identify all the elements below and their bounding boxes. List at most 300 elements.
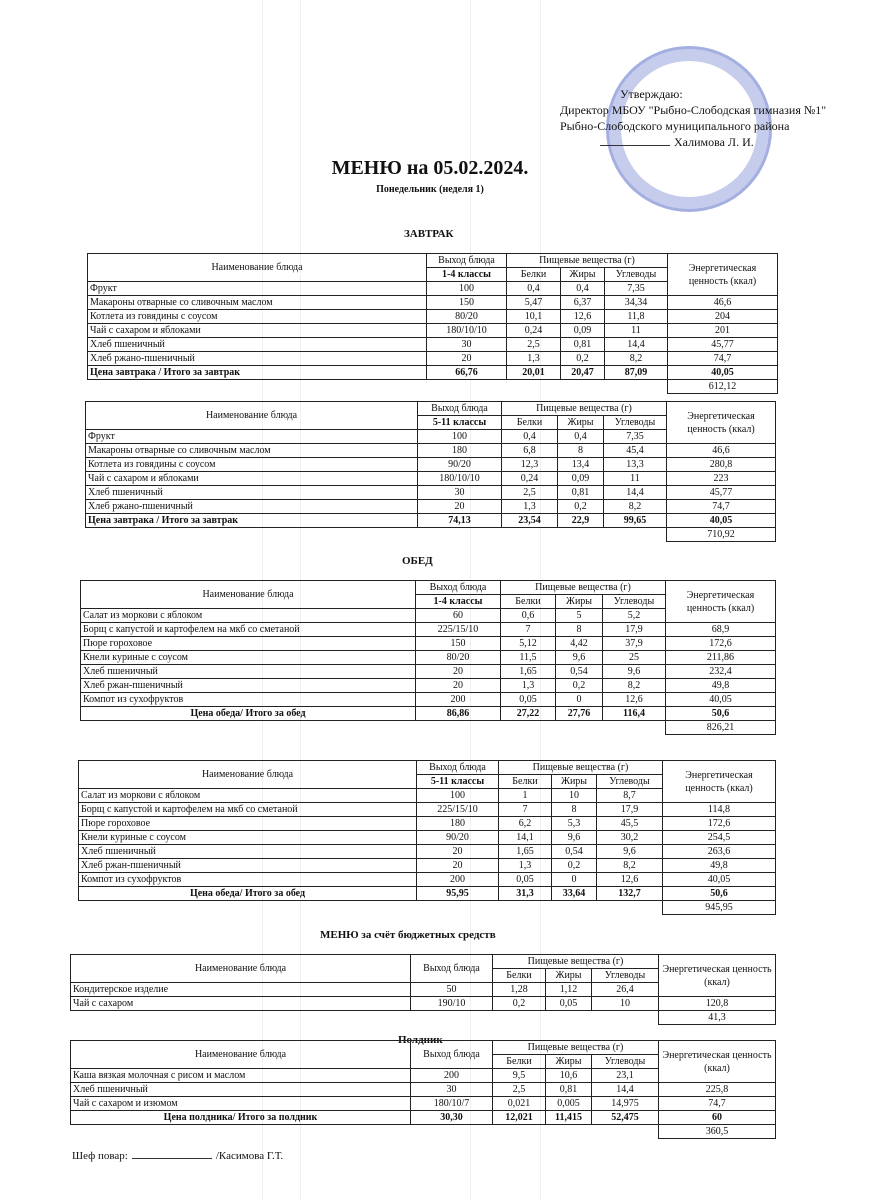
header-carbs: Углеводы xyxy=(592,969,659,983)
dish-energy: 68,9 xyxy=(666,623,776,637)
header-output: Выход блюда xyxy=(411,955,493,983)
total-fats: 11,415 xyxy=(546,1111,592,1125)
header-output: Выход блюда xyxy=(427,254,507,268)
dish-carbs: 8,2 xyxy=(605,352,668,366)
table-energy-total-row xyxy=(81,721,776,735)
dish-energy: 49,8 xyxy=(666,679,776,693)
table-row xyxy=(81,637,776,651)
total-proteins: 12,021 xyxy=(493,1111,546,1125)
dish-energy: 254,5 xyxy=(663,831,776,845)
dish-name: Хлеб ржано-пшеничный xyxy=(88,352,427,366)
header-group: 1-4 классы xyxy=(427,268,507,282)
dish-energy: 114,8 xyxy=(663,803,776,817)
dish-name: Хлеб ржан-пшеничный xyxy=(81,679,416,693)
dish-output: 30 xyxy=(427,338,507,352)
total-energy: 710,92 xyxy=(667,528,776,542)
dish-carbs: 8,7 xyxy=(597,789,663,803)
header-energy: Энергетическая ценность (ккал) xyxy=(659,955,776,997)
dish-energy: 280,8 xyxy=(667,458,776,472)
header-output: Выход блюда xyxy=(411,1041,493,1069)
signature xyxy=(132,1158,212,1159)
dish-name: Борщ с капустой и картофелем на мкб со сметаной xyxy=(81,623,416,637)
dish-energy: 40,05 xyxy=(667,514,776,528)
lunch-table-1-4 xyxy=(80,580,776,735)
dish-output: 20 xyxy=(417,845,499,859)
dish-carbs: 8,2 xyxy=(597,859,663,873)
table-energy-total-row xyxy=(88,380,778,394)
dish-energy: 60 xyxy=(659,1111,776,1125)
header-fats: Жиры xyxy=(561,268,605,282)
dish-carbs: 26,4 xyxy=(592,983,659,997)
table-row xyxy=(88,352,778,366)
total-label: Цена обеда/ Итого за обед xyxy=(81,707,416,721)
header-name: Наименование блюда xyxy=(79,761,417,789)
table-row xyxy=(79,831,776,845)
total-carbs: 132,7 xyxy=(597,887,663,901)
dish-energy: 204 xyxy=(668,310,778,324)
total-label: Цена завтрака / Итого за завтрак xyxy=(88,366,427,380)
dish-output: 100 xyxy=(427,282,507,296)
total-fats: 33,64 xyxy=(552,887,597,901)
dish-proteins: 6,8 xyxy=(502,444,558,458)
dish-name: Фрукт xyxy=(86,430,418,444)
dish-name: Хлеб пшеничный xyxy=(86,486,418,500)
dish-name: Макароны отварные со сливочным маслом xyxy=(86,444,418,458)
table-total-row xyxy=(88,366,778,380)
dish-output: 80/20 xyxy=(416,651,501,665)
lunch-table-5-11 xyxy=(78,760,776,915)
header-nutrients: Пищевые вещества (г) xyxy=(502,402,667,416)
chef-label: Шеф повар: xyxy=(72,1150,128,1162)
table-energy-total-row xyxy=(71,1011,776,1025)
dish-output: 150 xyxy=(427,296,507,310)
dish-energy: 40,05 xyxy=(666,693,776,707)
section-snack: Полдник xyxy=(398,1034,443,1046)
dish-name: Хлеб пшеничный xyxy=(81,665,416,679)
dish-proteins: 2,5 xyxy=(502,486,558,500)
total-price: 74,13 xyxy=(418,514,502,528)
total-carbs: 116,4 xyxy=(603,707,666,721)
header-fats: Жиры xyxy=(546,969,592,983)
dish-proteins: 2,5 xyxy=(507,338,561,352)
dish-energy: 223 xyxy=(667,472,776,486)
chef-signature-block xyxy=(72,1150,283,1162)
dish-name: Макароны отварные со сливочным маслом xyxy=(88,296,427,310)
table-row xyxy=(79,817,776,831)
table-row xyxy=(88,338,778,352)
table-row xyxy=(86,458,776,472)
dish-output: 20 xyxy=(418,500,502,514)
dish-carbs: 45,4 xyxy=(604,444,667,458)
total-proteins: 23,54 xyxy=(502,514,558,528)
header-nutrients: Пищевые вещества (г) xyxy=(499,761,663,775)
table-row xyxy=(81,679,776,693)
table-row xyxy=(88,324,778,338)
header-carbs: Углеводы xyxy=(597,775,663,789)
dish-carbs: 17,9 xyxy=(603,623,666,637)
header-proteins: Белки xyxy=(501,595,556,609)
header-nutrients: Пищевые вещества (г) xyxy=(507,254,668,268)
dish-fats: 0,2 xyxy=(556,679,603,693)
total-proteins: 20,01 xyxy=(507,366,561,380)
dish-proteins: 0,24 xyxy=(502,472,558,486)
dish-output: 180/10/7 xyxy=(411,1097,493,1111)
dish-name: Кондитерское изделие xyxy=(71,983,411,997)
dish-proteins: 7 xyxy=(501,623,556,637)
dish-output: 150 xyxy=(416,637,501,651)
dish-carbs: 7,35 xyxy=(605,282,668,296)
table-row xyxy=(86,486,776,500)
table-row xyxy=(88,310,778,324)
dish-output: 90/20 xyxy=(418,458,502,472)
dish-fats: 0,09 xyxy=(558,472,604,486)
table-row xyxy=(79,803,776,817)
dish-name: Хлеб пшеничный xyxy=(71,1083,411,1097)
dish-energy: 232,4 xyxy=(666,665,776,679)
dish-proteins: 0,6 xyxy=(501,609,556,623)
table-header-row xyxy=(71,1041,776,1055)
table-header-row xyxy=(86,402,776,416)
dish-name: Кнели куриные с соусом xyxy=(81,651,416,665)
dish-output: 30 xyxy=(418,486,502,500)
dish-output: 20 xyxy=(427,352,507,366)
total-label: Цена обеда/ Итого за обед xyxy=(79,887,417,901)
dish-fats: 0,4 xyxy=(561,282,605,296)
dish-output: 180 xyxy=(417,817,499,831)
table-row xyxy=(86,472,776,486)
dish-name: Каша вязкая молочная с рисом и маслом xyxy=(71,1069,411,1083)
header-output: Выход блюда xyxy=(418,402,502,416)
dish-name: Чай с сахаром и яблоками xyxy=(88,324,427,338)
header-group: 5-11 классы xyxy=(418,416,502,430)
dish-fats: 4,42 xyxy=(556,637,603,651)
total-fats: 22,9 xyxy=(558,514,604,528)
table-energy-total-row xyxy=(71,1125,776,1139)
dish-fats: 0,005 xyxy=(546,1097,592,1111)
total-energy: 945,95 xyxy=(663,901,776,915)
dish-carbs: 23,1 xyxy=(592,1069,659,1083)
dish-name: Хлеб пшеничный xyxy=(88,338,427,352)
dish-carbs: 13,3 xyxy=(604,458,667,472)
dish-energy: 120,8 xyxy=(659,997,776,1011)
approval-district: Рыбно-Слободского муниципального района xyxy=(560,119,790,133)
table-row xyxy=(79,859,776,873)
dish-name: Компот из сухофруктов xyxy=(79,873,417,887)
header-proteins: Белки xyxy=(507,268,561,282)
dish-fats: 5 xyxy=(556,609,603,623)
dish-fats: 0,09 xyxy=(561,324,605,338)
header-nutrients: Пищевые вещества (г) xyxy=(501,581,666,595)
chef-name: /Касимова Г.Т. xyxy=(215,1150,284,1162)
dish-fats: 0 xyxy=(552,873,597,887)
dish-fats: 8 xyxy=(552,803,597,817)
dish-name: Чай с сахаром и изюмом xyxy=(71,1097,411,1111)
dish-output: 180/10/10 xyxy=(427,324,507,338)
header-carbs: Углеводы xyxy=(605,268,668,282)
signature xyxy=(600,145,670,146)
total-energy: 612,12 xyxy=(668,380,778,394)
breakfast-table-1-4 xyxy=(87,253,778,394)
dish-energy: 45,77 xyxy=(667,486,776,500)
dish-output: 200 xyxy=(411,1069,493,1083)
dish-proteins: 10,1 xyxy=(507,310,561,324)
dish-proteins: 0,4 xyxy=(502,430,558,444)
header-name: Наименование блюда xyxy=(71,955,411,983)
dish-proteins: 5,47 xyxy=(507,296,561,310)
total-price: 95,95 xyxy=(417,887,499,901)
dish-proteins: 0,2 xyxy=(493,997,546,1011)
dish-energy: 225,8 xyxy=(659,1083,776,1097)
dish-carbs: 8,2 xyxy=(604,500,667,514)
section-budget: МЕНЮ за счёт бюджетных средств xyxy=(320,929,496,941)
header-energy: Энергетическая ценность (ккал) xyxy=(668,254,778,296)
table-row xyxy=(81,693,776,707)
header-nutrients: Пищевые вещества (г) xyxy=(493,1041,659,1055)
header-energy: Энергетическая ценность (ккал) xyxy=(667,402,776,444)
table-header-row xyxy=(88,254,778,268)
dish-proteins: 1,65 xyxy=(501,665,556,679)
dish-name: Хлеб пшеничный xyxy=(79,845,417,859)
dish-output: 200 xyxy=(416,693,501,707)
dish-fats: 10,6 xyxy=(546,1069,592,1083)
dish-proteins: 9,5 xyxy=(493,1069,546,1083)
table-total-row xyxy=(81,707,776,721)
header-proteins: Белки xyxy=(499,775,552,789)
total-proteins: 31,3 xyxy=(499,887,552,901)
dish-fats: 0,81 xyxy=(561,338,605,352)
dish-output: 50 xyxy=(411,983,493,997)
dish-proteins: 1,3 xyxy=(502,500,558,514)
dish-name: Чай с сахаром и яблоками xyxy=(86,472,418,486)
dish-name: Кнели куриные с соусом xyxy=(79,831,417,845)
dish-output: 200 xyxy=(417,873,499,887)
dish-energy: 263,6 xyxy=(663,845,776,859)
header-group: 5-11 классы xyxy=(417,775,499,789)
dish-carbs: 7,35 xyxy=(604,430,667,444)
dish-energy: 201 xyxy=(668,324,778,338)
dish-fats: 12,6 xyxy=(561,310,605,324)
total-fats: 20,47 xyxy=(561,366,605,380)
dish-output: 90/20 xyxy=(417,831,499,845)
total-price: 30,30 xyxy=(411,1111,493,1125)
dish-fats: 0,2 xyxy=(558,500,604,514)
header-energy: Энергетическая ценность (ккал) xyxy=(666,581,776,623)
dish-carbs: 14,4 xyxy=(605,338,668,352)
header-output: Выход блюда xyxy=(417,761,499,775)
header-name: Наименование блюда xyxy=(81,581,416,609)
dish-proteins: 1,3 xyxy=(501,679,556,693)
dish-fats: 0,81 xyxy=(558,486,604,500)
header-name: Наименование блюда xyxy=(88,254,427,282)
dish-carbs: 9,6 xyxy=(597,845,663,859)
dish-name: Пюре гороховое xyxy=(79,817,417,831)
header-fats: Жиры xyxy=(556,595,603,609)
table-row xyxy=(79,845,776,859)
dish-carbs: 12,6 xyxy=(603,693,666,707)
total-price: 66,76 xyxy=(427,366,507,380)
dish-output: 100 xyxy=(417,789,499,803)
dish-carbs: 25 xyxy=(603,651,666,665)
dish-carbs: 9,6 xyxy=(603,665,666,679)
dish-name: Хлеб ржан-пшеничный xyxy=(79,859,417,873)
dish-carbs: 11,8 xyxy=(605,310,668,324)
dish-proteins: 0,24 xyxy=(507,324,561,338)
dish-output: 180 xyxy=(418,444,502,458)
dish-name: Котлета из говядины с соусом xyxy=(86,458,418,472)
dish-output: 100 xyxy=(418,430,502,444)
table-row xyxy=(81,651,776,665)
header-energy: Энергетическая ценность (ккал) xyxy=(659,1041,776,1083)
dish-proteins: 1,3 xyxy=(499,859,552,873)
header-output: Выход блюда xyxy=(416,581,501,595)
section-lunch: ОБЕД xyxy=(402,555,433,567)
dish-proteins: 14,1 xyxy=(499,831,552,845)
table-header-row xyxy=(81,581,776,595)
dish-fats: 6,37 xyxy=(561,296,605,310)
dish-output: 225/15/10 xyxy=(416,623,501,637)
dish-fats: 8 xyxy=(558,444,604,458)
header-proteins: Белки xyxy=(502,416,558,430)
table-total-row xyxy=(86,514,776,528)
section-breakfast: ЗАВТРАК xyxy=(404,228,454,240)
table-row xyxy=(86,444,776,458)
dish-fats: 13,4 xyxy=(558,458,604,472)
approval-signature-line xyxy=(560,134,850,150)
dish-fats: 5,3 xyxy=(552,817,597,831)
header-name: Наименование блюда xyxy=(71,1041,411,1069)
dish-output: 180/10/10 xyxy=(418,472,502,486)
dish-name: Хлеб ржано-пшеничный xyxy=(86,500,418,514)
table-row xyxy=(71,1083,776,1097)
table-energy-total-row xyxy=(79,901,776,915)
dish-fats: 0,2 xyxy=(561,352,605,366)
director-name: Халимова Л. И. xyxy=(674,135,754,149)
dish-proteins: 12,3 xyxy=(502,458,558,472)
dish-proteins: 0,4 xyxy=(507,282,561,296)
header-carbs: Углеводы xyxy=(604,416,667,430)
dish-proteins: 0,05 xyxy=(501,693,556,707)
table-row xyxy=(79,873,776,887)
approval-heading: Утверждаю: xyxy=(620,87,683,101)
total-energy: 826,21 xyxy=(666,721,776,735)
dish-energy: 50,6 xyxy=(663,887,776,901)
dish-output: 190/10 xyxy=(411,997,493,1011)
budget-table xyxy=(70,954,776,1025)
dish-energy: 50,6 xyxy=(666,707,776,721)
dish-output: 30 xyxy=(411,1083,493,1097)
dish-fats: 0,4 xyxy=(558,430,604,444)
dish-proteins: 7 xyxy=(499,803,552,817)
table-row xyxy=(81,665,776,679)
approval-position: Директор МБОУ "Рыбно-Слободская гимназия №1" xyxy=(560,103,827,117)
dish-proteins: 5,12 xyxy=(501,637,556,651)
dish-energy: 45,77 xyxy=(668,338,778,352)
dish-energy: 40,05 xyxy=(663,873,776,887)
header-energy: Энергетическая ценность (ккал) xyxy=(663,761,776,803)
header-carbs: Углеводы xyxy=(603,595,666,609)
dish-fats: 0,54 xyxy=(556,665,603,679)
table-energy-total-row xyxy=(86,528,776,542)
page-title: МЕНЮ на 05.02.2024. xyxy=(331,157,529,179)
dish-name: Компот из сухофруктов xyxy=(81,693,416,707)
dish-carbs: 8,2 xyxy=(603,679,666,693)
dish-carbs: 34,34 xyxy=(605,296,668,310)
dish-output: 225/15/10 xyxy=(417,803,499,817)
dish-carbs: 14,975 xyxy=(592,1097,659,1111)
dish-proteins: 2,5 xyxy=(493,1083,546,1097)
dish-energy: 74,7 xyxy=(667,500,776,514)
dish-proteins: 11,5 xyxy=(501,651,556,665)
dish-proteins: 0,05 xyxy=(499,873,552,887)
table-header-row xyxy=(79,761,776,775)
dish-carbs: 12,6 xyxy=(597,873,663,887)
dish-name: Салат из моркови с яблоком xyxy=(79,789,417,803)
dish-carbs: 14,4 xyxy=(592,1083,659,1097)
total-price: 86,86 xyxy=(416,707,501,721)
table-header-row xyxy=(71,955,776,969)
dish-fats: 0,05 xyxy=(546,997,592,1011)
dish-carbs: 45,5 xyxy=(597,817,663,831)
header-fats: Жиры xyxy=(546,1055,592,1069)
table-row xyxy=(88,296,778,310)
dish-output: 60 xyxy=(416,609,501,623)
header-group: 1-4 классы xyxy=(416,595,501,609)
dish-proteins: 1,65 xyxy=(499,845,552,859)
dish-proteins: 6,2 xyxy=(499,817,552,831)
dish-energy: 74,7 xyxy=(668,352,778,366)
total-label: Цена полдника/ Итого за полдник xyxy=(71,1111,411,1125)
table-total-row xyxy=(79,887,776,901)
table-row xyxy=(71,997,776,1011)
dish-energy: 46,6 xyxy=(668,296,778,310)
dish-proteins: 0,021 xyxy=(493,1097,546,1111)
dish-energy: 41,3 xyxy=(659,1011,776,1025)
dish-fats: 0,54 xyxy=(552,845,597,859)
dish-output: 20 xyxy=(416,679,501,693)
dish-carbs: 37,9 xyxy=(603,637,666,651)
header-name: Наименование блюда xyxy=(86,402,418,430)
total-energy: 360,5 xyxy=(659,1125,776,1139)
dish-carbs: 10 xyxy=(592,997,659,1011)
dish-carbs: 11 xyxy=(604,472,667,486)
total-carbs: 87,09 xyxy=(605,366,668,380)
dish-name: Пюре гороховое xyxy=(81,637,416,651)
dish-proteins: 1,28 xyxy=(493,983,546,997)
dish-energy: 172,6 xyxy=(666,637,776,651)
dish-name: Фрукт xyxy=(88,282,427,296)
breakfast-table-5-11 xyxy=(85,401,776,542)
total-carbs: 52,475 xyxy=(592,1111,659,1125)
header-carbs: Углеводы xyxy=(592,1055,659,1069)
table-row xyxy=(71,1097,776,1111)
header-fats: Жиры xyxy=(558,416,604,430)
dish-energy: 40,05 xyxy=(668,366,778,380)
dish-carbs: 30,2 xyxy=(597,831,663,845)
table-total-row xyxy=(71,1111,776,1125)
dish-proteins: 1 xyxy=(499,789,552,803)
dish-fats: 10 xyxy=(552,789,597,803)
dish-energy: 74,7 xyxy=(659,1097,776,1111)
dish-name: Салат из моркови с яблоком xyxy=(81,609,416,623)
dish-fats: 0 xyxy=(556,693,603,707)
total-label: Цена завтрака / Итого за завтрак xyxy=(86,514,418,528)
page-subtitle: Понедельник (неделя 1) xyxy=(376,184,484,195)
header-nutrients: Пищевые вещества (г) xyxy=(493,955,659,969)
dish-energy: 211,86 xyxy=(666,651,776,665)
dish-name: Чай с сахаром xyxy=(71,997,411,1011)
dish-fats: 9,6 xyxy=(556,651,603,665)
dish-fats: 0,2 xyxy=(552,859,597,873)
